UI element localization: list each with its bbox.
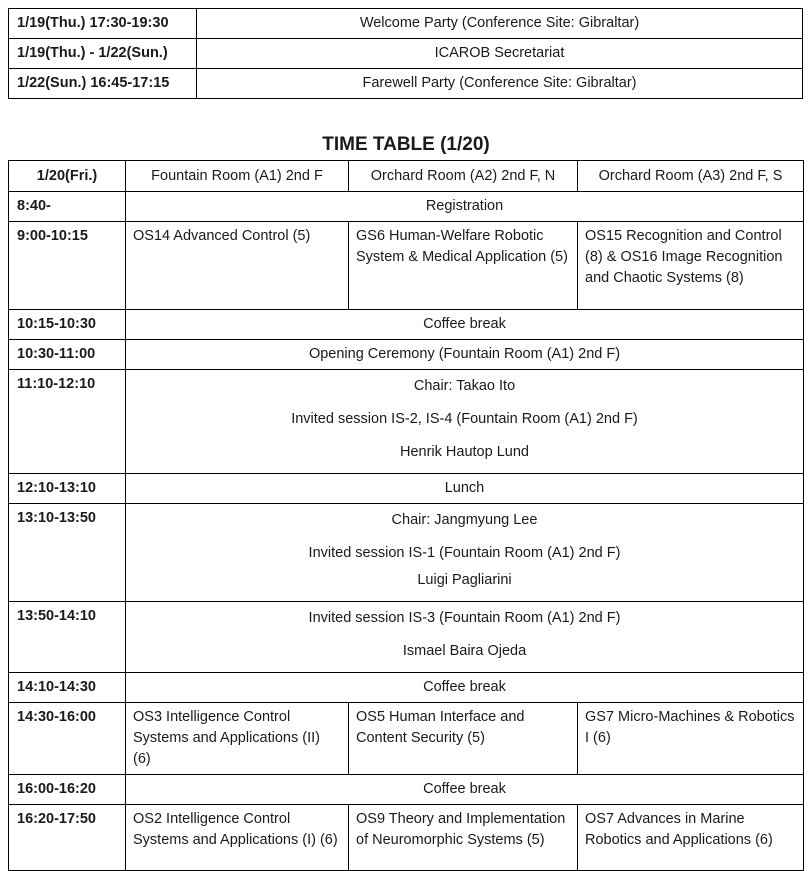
table-row: [9, 775, 804, 805]
event-name: ICAROB Secretariat: [197, 39, 803, 69]
table-row: [9, 69, 803, 99]
table-row: [9, 39, 803, 69]
session-cell: GS6 Human-Welfare Robotic System & Medical Application (5): [349, 222, 578, 310]
invited-session-cell: [126, 602, 804, 673]
table-row: [9, 9, 803, 39]
time-cell: 14:30-16:00: [9, 703, 126, 775]
span-cell: Coffee break: [126, 673, 804, 703]
time-cell: 12:10-13:10: [9, 474, 126, 504]
chair-line: Chair: Jangmyung Lee: [391, 512, 538, 528]
table-row: [9, 673, 804, 703]
span-cell: Lunch: [126, 474, 804, 504]
session-cell: OS14 Advanced Control (5): [126, 222, 349, 310]
event-name: Farewell Party (Conference Site: Gibraltar): [197, 69, 803, 99]
time-cell: 13:50-14:10: [9, 602, 126, 673]
time-cell: 10:30-11:00: [9, 340, 126, 370]
chair-line: Chair: Takao Ito: [413, 378, 516, 394]
session-line: Invited session IS-2, IS-4 (Fountain Room (A1) 2nd F): [291, 411, 638, 427]
table-row: [9, 370, 804, 474]
time-cell: 13:10-13:50: [9, 504, 126, 602]
speaker-line: Ismael Baira Ojeda: [402, 643, 527, 659]
event-name: Welcome Party (Conference Site: Gibraltar): [197, 9, 803, 39]
speaker-line: Henrik Hautop Lund: [400, 444, 529, 460]
time-cell: 14:10-14:30: [9, 673, 126, 703]
session-cell: OS3 Intelligence Control Systems and Applications (II) (6): [126, 703, 349, 775]
span-cell: Coffee break: [126, 775, 804, 805]
table-row: [9, 222, 804, 310]
table-row: [9, 192, 804, 222]
time-cell: 11:10-12:10: [9, 370, 126, 474]
header-row: [9, 161, 804, 192]
table-row: [9, 340, 804, 370]
session-line: Invited session IS-3 (Fountain Room (A1) 2nd F): [308, 610, 621, 626]
session-cell: OS5 Human Interface and Content Security (5): [349, 703, 578, 775]
time-cell: 8:40-: [9, 192, 126, 222]
table-row: [9, 703, 804, 775]
time-cell: 9:00-10:15: [9, 222, 126, 310]
table-row: [9, 474, 804, 504]
session-cell: GS7 Micro-Machines & Robotics I (6): [578, 703, 804, 775]
invited-session-cell: [126, 370, 804, 474]
time-cell: 10:15-10:30: [9, 310, 126, 340]
page-title: TIME TABLE (1/20): [322, 134, 490, 155]
top-events-table: [8, 8, 803, 99]
session-cell: OS15 Recognition and Control (8) & OS16 Image Recognition and Chaotic Systems (8): [578, 222, 804, 310]
room-header-a3: Orchard Room (A3) 2nd F, S: [578, 161, 804, 192]
session-cell: OS7 Advances in Marine Robotics and Applications (6): [578, 805, 804, 871]
span-cell: Coffee break: [126, 310, 804, 340]
timetable: [8, 160, 804, 871]
session-cell: OS2 Intelligence Control Systems and Applications (I) (6): [126, 805, 349, 871]
span-cell: Registration: [126, 192, 804, 222]
invited-session-cell: [126, 504, 804, 602]
span-cell: Opening Ceremony (Fountain Room (A1) 2nd F): [126, 340, 804, 370]
table-row: [9, 310, 804, 340]
date-header: 1/20(Fri.): [9, 161, 126, 192]
event-time: 1/19(Thu.) 17:30-19:30: [9, 9, 197, 39]
room-header-a1: Fountain Room (A1) 2nd F: [126, 161, 349, 192]
time-cell: 16:00-16:20: [9, 775, 126, 805]
room-header-a2: Orchard Room (A2) 2nd F, N: [349, 161, 578, 192]
time-cell: 16:20-17:50: [9, 805, 126, 871]
session-line: Invited session IS-1 (Fountain Room (A1) 2nd F): [308, 545, 621, 561]
session-cell: OS9 Theory and Implementation of Neuromorphic Systems (5): [349, 805, 578, 871]
table-row: [9, 805, 804, 871]
event-time: 1/19(Thu.) - 1/22(Sun.): [9, 39, 197, 69]
speaker-line: Luigi Pagliarini: [417, 572, 512, 588]
table-row: [9, 602, 804, 673]
table-row: [9, 504, 804, 602]
event-time: 1/22(Sun.) 16:45-17:15: [9, 69, 197, 99]
